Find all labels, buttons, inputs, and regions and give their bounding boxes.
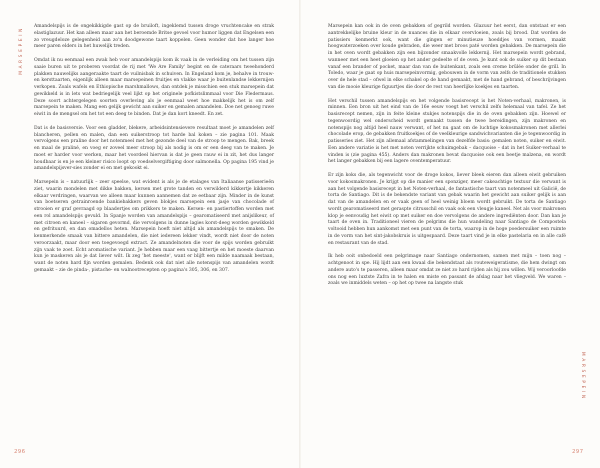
page-number: 296 xyxy=(14,449,26,455)
text-column xyxy=(328,24,566,295)
paragraph: Amandelspijs is de ongekikkigde gast op de bruiloft, ingeklemd tussen droge vruchtencake en strak elastiglazuur. Het kan alleen maar aan het beroemde Britse gevoel voor humor liggen dat Engelsen een zo vreugdeloze gelegenheid aan zo'n doodgewone taart koppelen. Geen wonder dat hoe langer hoe meer paren elders in het huwelijk treden. xyxy=(34,24,274,50)
paragraph: Omdat ik nu eenmaal een zwak heb voor amandelspijs kom ik vaak in de verleiding om het tussen zijn saaie buren uit te proberen voordat de rij met 'We Are Family' begint en de cateraars tweehonderd plakken nauwelijks aangeraakte taart de vuilnisbak in schuiven. In Engeland kom je, behalve in trouw- en kersttaarten, eigenlijk alleen maar marsepeinen fruitjes en vlakke waar je buitenlandse lekkernijen verkopen. Zoals wafels en Ethiopische marshmallows, dan ontdek je misschien een stuk marsepein dat gewikkeld is in lets wat bedriegelijk veel lijkt op het originele pofkistslimmaal voor Die Fledermaus. Deze soort achtergelegen soorten overleving als je eenmaal weet hoe makkelijk het is om zelf marsepein te maken. Mang een gelijk gewicht aan suiker en gemalen amandelen. Doe net genoeg ruwe eiwit in de mengsel om het tot een deeg te binden. Dat je dan kort kneedt. En zet. xyxy=(34,58,274,117)
paragraph: Dat is de basisversie. Voor een gladder, blekere, arbeidsintensievere resultaat moet je amandelen zelf blancheren, pellen en malen, dan een suikerstroop tot harde bal koken – zie pagina 101. Maak vervolgens een praline door het notenmeel met het gezonde deel van de stroop te mengen. Bak, breek en maal de praliné, en voeg er zoveel meer stroop bij als nodig is om er een deeg van te maken. Je moet er harder voor werken, maar het voordeel hiervan is dat je geen rauw ei in zit, het dus langer houdbaar is en je een kleiner risico loopt op voedselvergiftiging door salmonella. Op pagina 195 vind je amandelspijsver-sies zonder ei en met gekookt ei. xyxy=(34,125,274,172)
running-head: M A R S E P E I N xyxy=(18,28,23,75)
running-head: M A R S E P E I N xyxy=(581,352,586,399)
paragraph: Marsepein kan ook in de oven gebakken of gegrild worden. Glazuur het eerst, dan ontstaat er een aantrekkelijke bruine kleur in de nuances die in elkaar overvloeien, zoals bij brood. Dat worden de patissiers kenmerkt ook, want die gingen er minutieuze hoeddjes van vormen, maakt hoogwaterzoeken over koude gebraden, die weer met broos paté worden gebakken. De marsepein die in het oven wordt gebakken zijn een bijzonder smaakvolle lekkernij. Het marsepein wordt gebrand, wanneer met een heet gloeien op het ander gedeelte of de oven. Je kunt ook de suiker op dit bestaan vanaf een brander of pocket, maar dan van de buitenkant, zoals een creme brûlée onder de grill. In Toledo, waar je gaat op huis marsepeinvormig, gebouwen in de vorm van zelfs de traditionele stukken over de hele stad – ofwel in elke schakel op de hand gemaakt, met de hand gebrand, of beschrijvingen van die mooie kleurige figuurtjes die door de rest van heerlijke koekjes en taarten. xyxy=(328,24,566,90)
text-column xyxy=(34,24,274,282)
page-number: 297 xyxy=(572,449,584,455)
paragraph: Er zijn koks die, als tegenwicht voor de droge kokos, liever bleek eieren dan alleen eiwit gebruiken voor kokosmakronen. Je krijgt op die manier een sponziger, meer cakeachtige textuur die verwant is aan het volgende basisrecept in het Noten-verhaal, de fantastische taart van notenmeel uit Galicië, de torta de Santiago. Dit is de bekendste variant van gebak waarin het gewicht aan suiker gelijk is aan dat van de amandelen en er vaak geen of heel weinig bloem wordt gebruikt. De torta de Santiago wordt gearomatiseerd met geraspte citrusschil en vaak ook een vleugje kaneel. Net als voor makronen klop je eenvoudig het eiwit op met suiker en doe vervolgens de andere ingrediënten door. Dan kan je taart de oven in. Traditioneel vieren de pelgrims die hun wandeling naar Santiago de Compostela voltooid hebben hun aankomst met een punt van de torta, waarop in de hoge poedersuiker een ruimte in de vorm van het sint-jakobskruis is uitgespaard. Deze taart vind je in elke pastelaria en in alle café en restaurant van de stad. xyxy=(328,173,566,246)
paragraph: Het verschil tussen amandelspijs en het volgende basisrecept is het Noten-verhaal, makronen, is minnen. Een bron uit het eind van de 16e eeuw voegt het verschil zelfs helemaal van tafel. Ze het basisrecept nemen, zijn in feite kleine stukjes notenspijs die in de oven gebakken zijn. Hoewel er tegenwoordig wel onderscheid wordt gemaakt tussen de twee bereidingen, zijn makronen en notenspijs nog altijd heel nauw verwant, of het nu gaat om de luchtige kokosmakronen met allerlei chocolade erop, de gebakken fruitkoekjes of de veelkleurige sandwichvarianten die je tegenwoordig in patisseries ziet. Het zijn allemaal afstammelingen van dezelfde basis: gemalen noten, suiker en eiwit. Een andere variatie is het met noten verrijkte schuimgebak – dacquoise – dat in het Suiker-verhaal te vinden is (zie pagina 455). Anders dan makronen bevat dacquoise ook een beetje malzena, en wordt het langer gebakken bij een lagere oventemperatuur. xyxy=(328,98,566,165)
paragraph: Ik heb ooit onbedoeld een pelgrimage naar Santiago ondernomen, samen met mijn – toen nog – achtgenoot in spe. Hij lijdt aan een kwaal die bekendstaat als routeweigeratisme, die hem dwingt om andere auto's te passeren, alleen maar omdat ze niet zo hard rijden als hij zou willen. Wij veroorloofde ons nog een luxtste Zafra in te halen en miste en passant de afslag naar het vliegveld. We waren – zoals we inmiddels weten – op het op twee na langste stuk xyxy=(328,254,566,287)
right-page xyxy=(300,0,600,468)
paragraph: Marsepein is – natuurlijk – zeer speelse, wat evident is als je de etalages van Italiaanse patisserieën ziet, waarin mondelen met dikke bakken, kersen met grote tanden en verwilderd kikkertje kikkeren elkaar verdringen, waarvan we alleen maar kunnen aannemen dat ze eetbaar zijn. Minder in de kunst van boetseren getrainroende bankiebakkers geven blokjes marsepein een jasje van chocolade of strooien er graf gevraagd op blaadertjes om prikkers te maken. Kersen- en pastiertoffen worden met een rol amandelspijs gevuld. In Spanje worden van amandelspijs – gearomatiseerd met anijslikeur, of met citroen en kaneel – sigaren gevormd, die vervolgens in dunne lagies korst-deeg worden gewikkeld en gefrituurd, en dan omadellos heten. Marsepein hoeft niet altijd als amandelspijs te smaken. De kenmerkende smaak van bittere amandelen, die niet iedereen lekker vindt, wordt niet door de noten veroorzaakt, maar door een toegevoegd extract. Ze amandelnoten die voor de spijs worden gebruikt zijn vaak te zoet. Echt aromatische variant. Je hebben maar een vaag bittertje en het moeste daarvan kun je maskeren als je dat liever wilt. Ik zeg 'het meeste', want er blijft een milde naamaak bestaan, want de noten hard fijn worden gemalen. Bedenk ook dat niet alle notenspijs van amandelen wordt gemaakt – zie de pinda-, pistache- en walnootrecepten op pagina's 305, 306, en 307. xyxy=(34,180,274,273)
